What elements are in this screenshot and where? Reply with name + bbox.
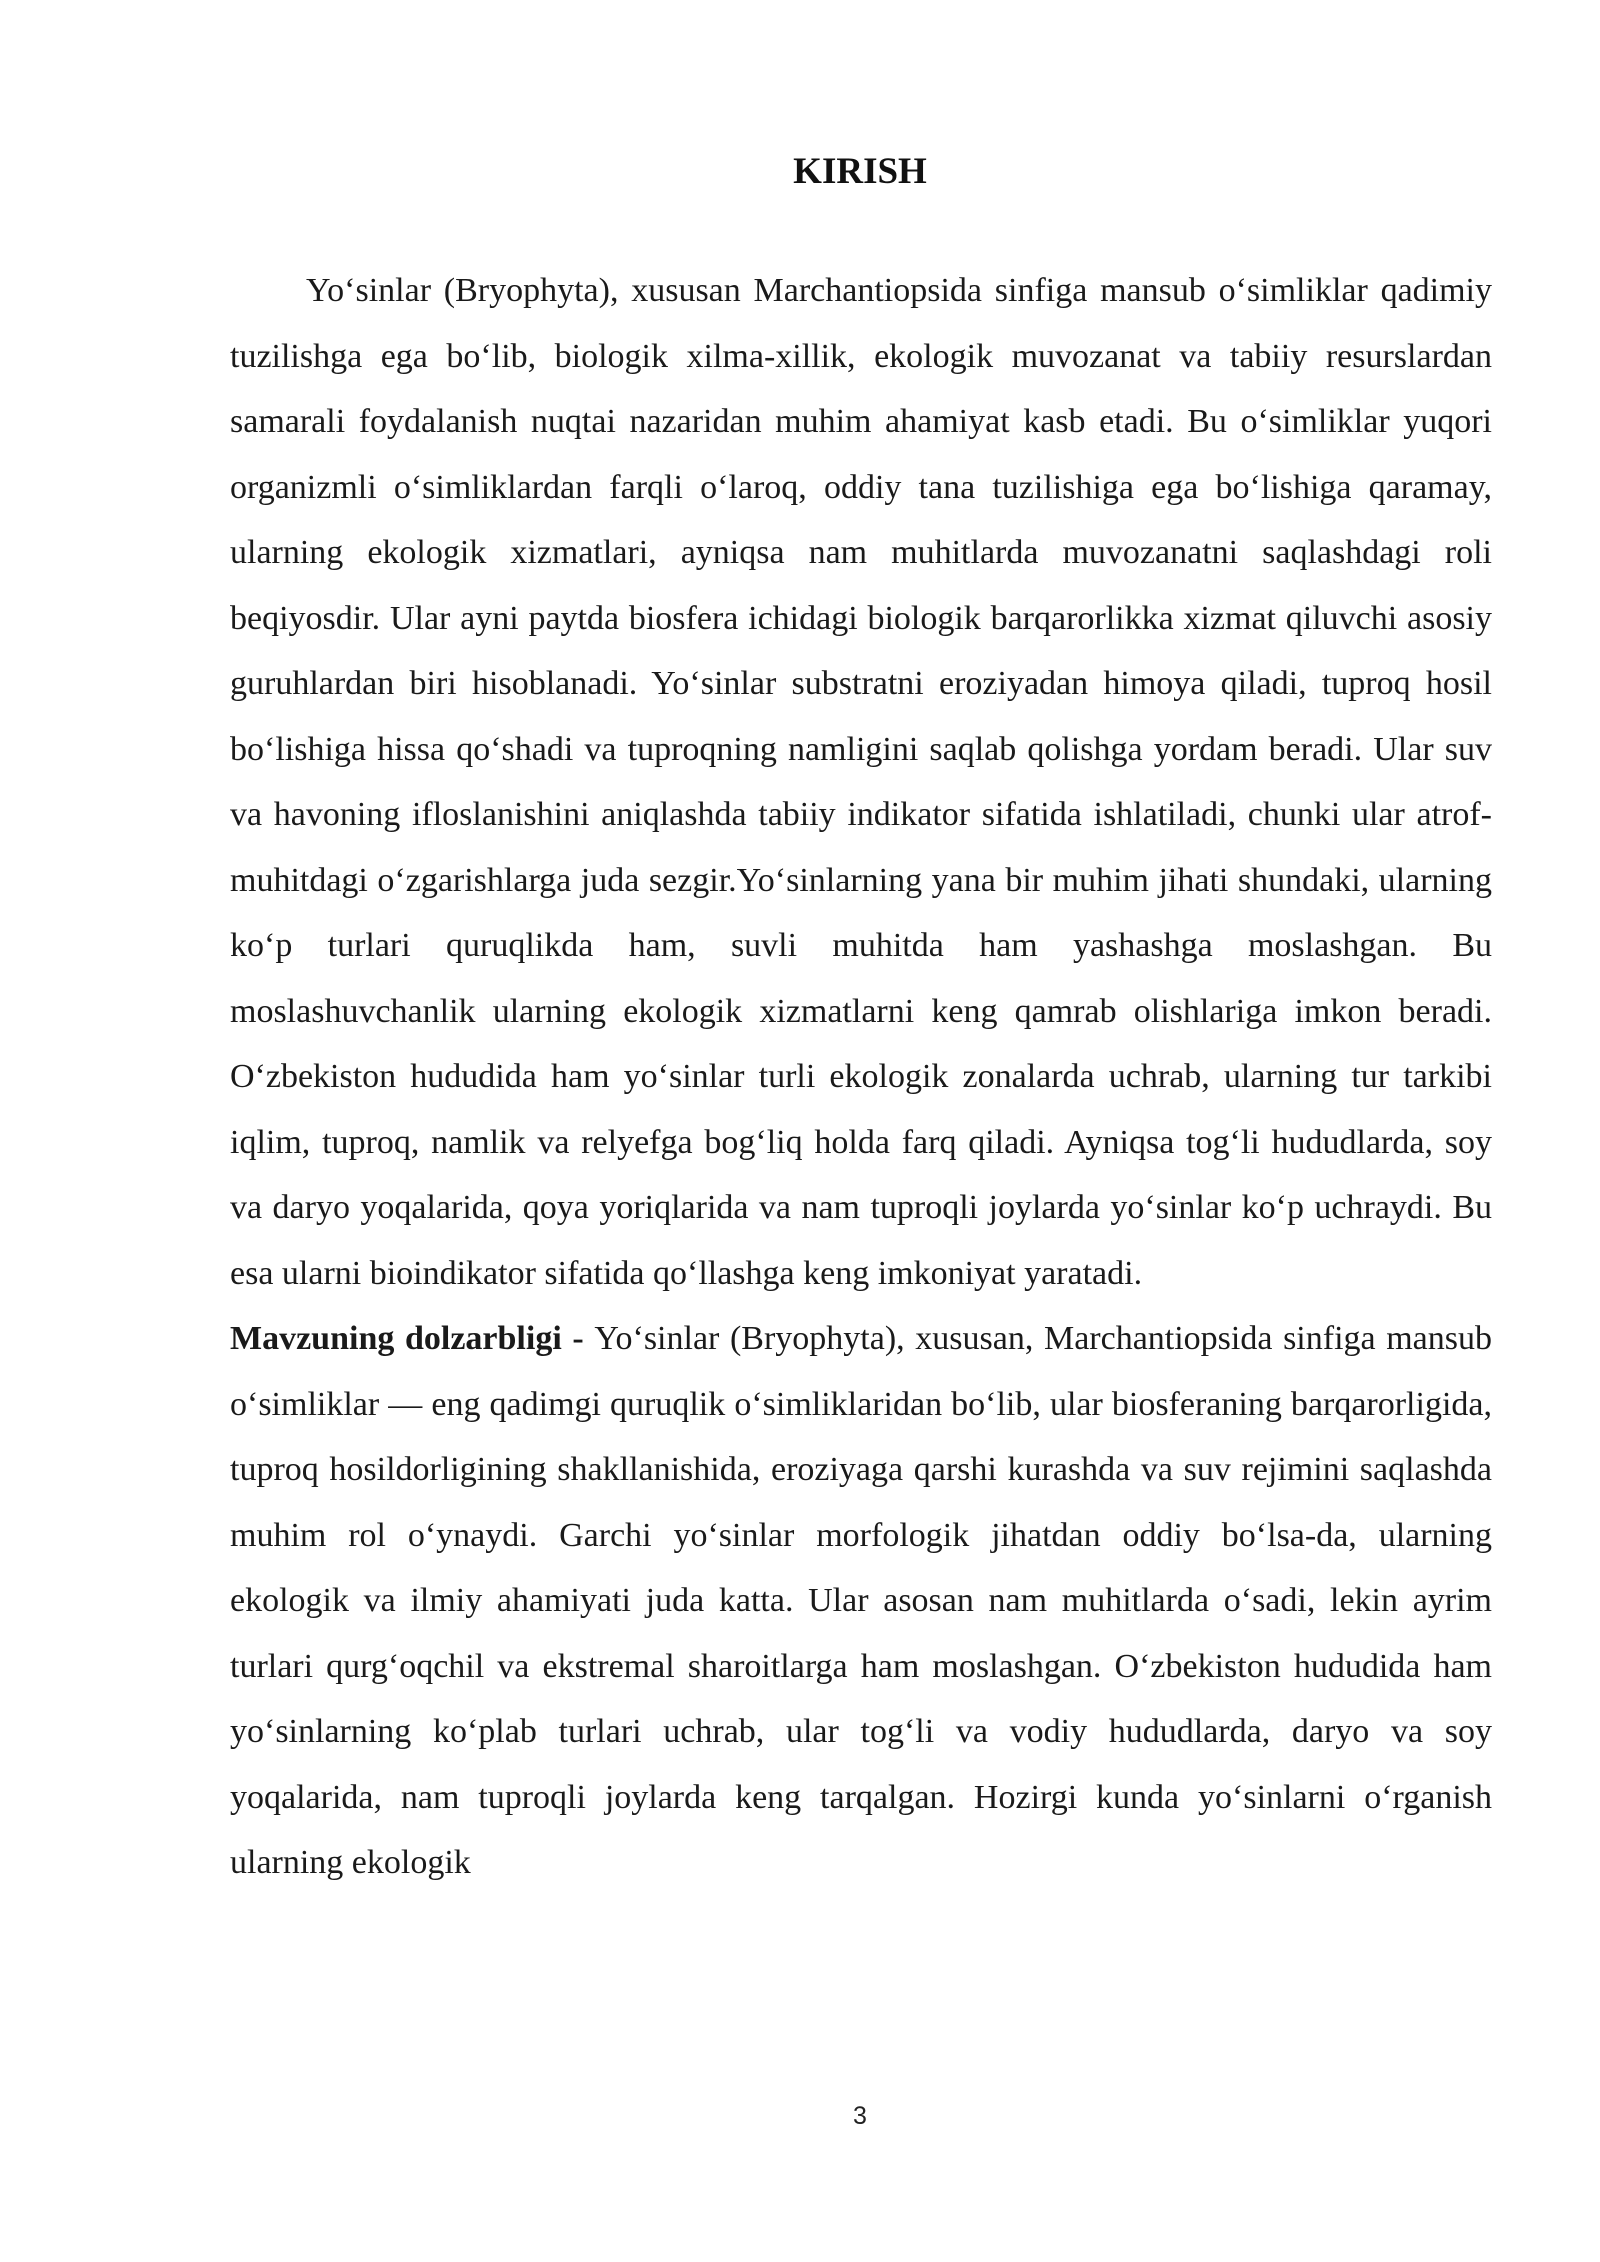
relevance-text: Yo‘sinlar (Bryophyta), xususan, Marchantiopsida sinfiga mansub o‘simliklar — eng qadimgi quruqlik o‘simliklaridan bo‘lib, ular biosferaning barqarorligida, tuproq hosildorligining shakllanishida, eroziyaga qarshi kurashda va suv rejimini saqlashda muhim rol o‘ynaydi. Garchi yo‘sinlar morfologik jihatdan oddiy bo‘lsa-da, ularning ekologik va ilmiy ahamiyati juda katta. Ular asosan nam muhitlarda o‘sadi, lekin ayrim turlari qurg‘oqchil va ekstremal sharoitlarga ham moslashgan. O‘zbekiston hududida ham yo‘sinlarning ko‘plab turlari uchrab, ular tog‘li va vodiy hududlarda, daryo va soy yoqalarida, nam tuproqli joylarda keng tarqalgan. Hozirgi kunda yo‘sinlarni o‘rganish ularning ekologik bbox=[230, 1320, 1492, 1881]
document-body bbox=[230, 258, 1492, 1896]
relevance-paragraph bbox=[230, 1306, 1492, 1896]
relevance-heading: Mavzuning dolzarbligi - bbox=[230, 1320, 595, 1357]
page-number: 3 bbox=[853, 2102, 867, 2130]
page-title: KIRISH bbox=[793, 151, 927, 192]
intro-paragraph: Yo‘sinlar (Bryophyta), xususan Marchantiopsida sinfiga mansub o‘simliklar qadimiy tuzilishga ega bo‘lib, biologik xilma-xillik, ekologik muvozanat va tabiiy resurslardan samarali foydalanish nuqtai nazaridan muhim ahamiyat kasb etadi. Bu o‘simliklar yuqori organizmli o‘simliklardan farqli o‘laroq, oddiy tana tuzilishiga ega bo‘lishiga qaramay, ularning ekologik xizmatlari, ayniqsa nam muhitlarda muvozanatni saqlashdagi roli beqiyosdir. Ular ayni paytda biosfera ichidagi biologik barqarorlikka xizmat qiluvchi asosiy guruhlardan biri hisoblanadi. Yo‘sinlar substratni eroziyadan himoya qiladi, tuproq hosil bo‘lishiga hissa qo‘shadi va tuproqning namligini saqlab qolishga yordam beradi. Ular suv va havoning ifloslanishini aniqlashda tabiiy indikator sifatida ishlatiladi, chunki ular atrof-muhitdagi o‘zgarishlarga juda sezgir.Yo‘sinlarning yana bir muhim jihati shundaki, ularning ko‘p turlari quruqlikda ham, suvli muhitda ham yashashga moslashgan. Bu moslashuvchanlik ularning ekologik xizmatlarni keng qamrab olishlariga imkon beradi. O‘zbekiston hududida ham yo‘sinlar turli ekologik zonalarda uchrab, ularning tur tarkibi iqlim, tuproq, namlik va relyefga bog‘liq holda farq qiladi. Ayniqsa tog‘li hududlarda, soy va daryo yoqalarida, qoya yoriqlarida va nam tuproqli joylarda yo‘sinlar ko‘p uchraydi. Bu esa ularni bioindikator sifatida qo‘llashga keng imkoniyat yaratadi. bbox=[230, 272, 1492, 1292]
